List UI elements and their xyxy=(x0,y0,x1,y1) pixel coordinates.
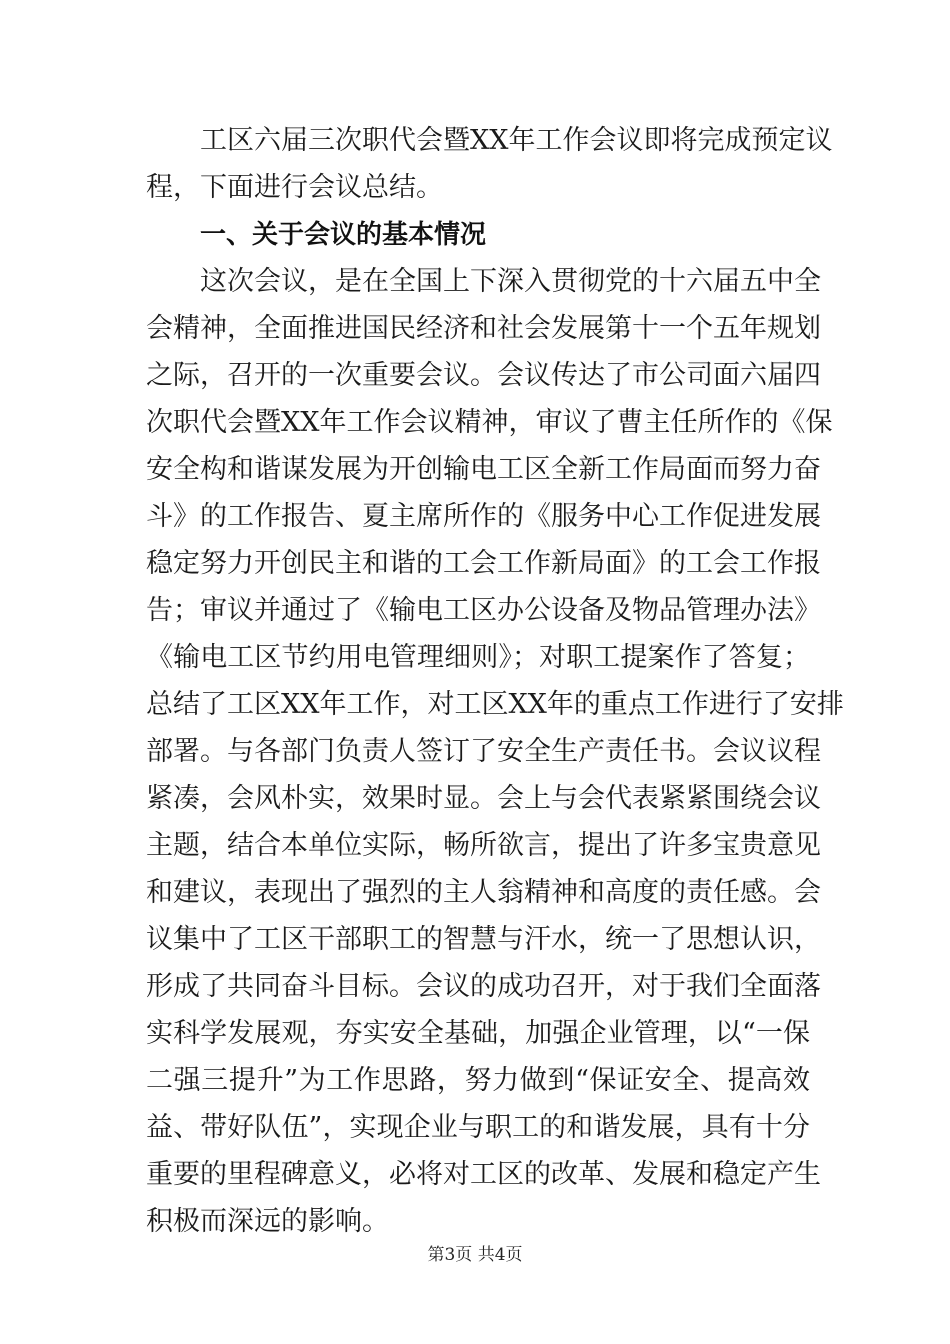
body-line-18: 二强三提升”为工作思路，努力做到“保证安全、提高效 xyxy=(146,1065,810,1096)
body-line-16: 形成了共同奋斗目标。会议的成功召开，对于我们全面落 xyxy=(146,971,821,1002)
body-line-17: 实科学发展观，夯实安全基础，加强企业管理，以“一保 xyxy=(146,1018,810,1049)
intro-line-1: 工区六届三次职代会暨XX年工作会议即将完成预定议 xyxy=(200,125,833,156)
body-line-5: 安全构和谐谋发展为开创输电工区全新工作局面而努力奋 xyxy=(146,454,821,485)
body-line-1: 这次会议，是在全国上下深入贯彻党的十六届五中全 xyxy=(200,266,821,297)
body-line-10: 总结了工区XX年工作，对工区XX年的重点工作进行了安排 xyxy=(146,689,844,720)
body-line-4: 次职代会暨XX年工作会议精神，审议了曹主任所作的《保 xyxy=(146,407,833,438)
section-heading: 一、关于会议的基本情况 xyxy=(200,220,487,250)
body-line-11: 部署。与各部门负责人签订了安全生产责任书。会议议程 xyxy=(146,736,821,767)
body-line-20: 重要的里程碑意义，必将对工区的改革、发展和稳定产生 xyxy=(146,1159,821,1190)
body-line-21: 积极而深远的影响。 xyxy=(146,1206,389,1237)
body-line-15: 议集中了工区干部职工的智慧与汗水，统一了思想认识， xyxy=(146,924,821,955)
body-line-2: 会精神，全面推进国民经济和社会发展第十一个五年规划 xyxy=(146,313,821,344)
body-line-7: 稳定努力开创民主和谐的工会工作新局面》的工会工作报 xyxy=(146,548,821,579)
body-line-3: 之际，召开的一次重要会议。会议传达了市公司面六届四 xyxy=(146,360,821,391)
body-line-13: 主题，结合本单位实际，畅所欲言，提出了许多宝贵意见 xyxy=(146,830,821,861)
body-line-12: 紧凑，会风朴实，效果时显。会上与会代表紧紧围绕会议 xyxy=(146,783,821,814)
body-line-9: 《输电工区节约用电管理细则》；对职工提案作了答复； xyxy=(146,642,810,673)
body-line-8: 告；审议并通过了《输电工区办公设备及物品管理办法》 xyxy=(146,595,821,626)
body-line-19: 益、带好队伍”，实现企业与职工的和谐发展，具有十分 xyxy=(146,1112,810,1143)
body-line-6: 斗》的工作报告、夏主席所作的《服务中心工作促进发展 xyxy=(146,501,821,532)
page-number: 第3页 共4页 xyxy=(427,1245,523,1265)
body-line-14: 和建议，表现出了强烈的主人翁精神和高度的责任感。会 xyxy=(146,877,821,908)
intro-line-2: 程，下面进行会议总结。 xyxy=(146,172,443,203)
